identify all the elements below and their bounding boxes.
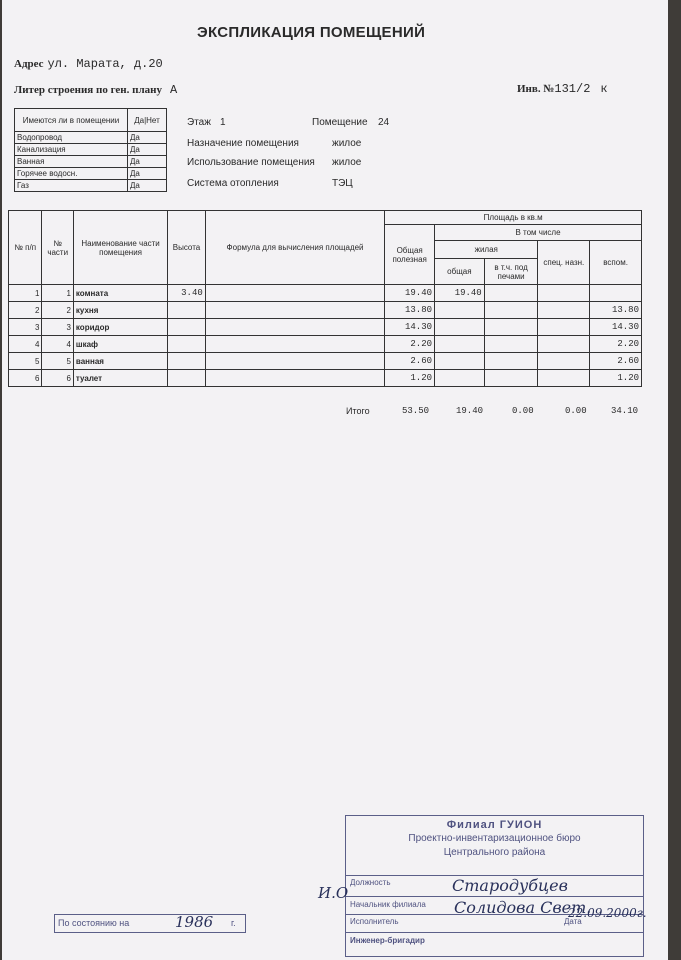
cell-total: 13.80 [385, 302, 435, 319]
cell-name: шкаф [73, 336, 167, 353]
cell-np: 1 [9, 285, 42, 302]
cell-name: коридор [73, 319, 167, 336]
cell-stoves [484, 302, 538, 319]
state-stamp [54, 914, 246, 933]
util-value: Да [128, 168, 167, 180]
address-label: Адрес [14, 58, 44, 70]
col-height: Высота [168, 211, 206, 285]
cell-special [538, 285, 590, 302]
cell-aux: 2.20 [590, 336, 642, 353]
util-name: Горячее водосн. [15, 168, 128, 180]
inv-label: Инв. № [517, 83, 555, 95]
liter-label: Литер строения по ген. плану [14, 84, 162, 96]
totals-stoves: 0.00 [512, 406, 534, 416]
col-area: Площадь в кв.м [385, 211, 642, 225]
util-value: Да [128, 180, 167, 192]
cell-total: 1.20 [385, 370, 435, 387]
cell-height [168, 336, 206, 353]
util-row [15, 156, 167, 168]
col-special: спец. назн. [538, 241, 590, 285]
col-living: жилая [435, 241, 538, 259]
col-stoves: в т.ч. под печами [484, 259, 538, 285]
cell-part: 1 [42, 285, 73, 302]
cell-common [435, 336, 485, 353]
cell-formula [205, 285, 385, 302]
cell-part: 3 [42, 319, 73, 336]
cell-total: 2.20 [385, 336, 435, 353]
cell-stoves [484, 370, 538, 387]
cell-common: 19.40 [435, 285, 485, 302]
liter-value: А [170, 83, 178, 97]
cell-np: 5 [9, 353, 42, 370]
col-formula: Формула для вычисления площадей [205, 211, 385, 285]
cell-common [435, 370, 485, 387]
utilities-table [14, 108, 167, 192]
stamp-divider [346, 896, 643, 897]
io-mark: И.О [318, 884, 349, 902]
stamp-line3: Центрального района [443, 847, 546, 858]
table-row [9, 302, 642, 319]
cell-stoves [484, 353, 538, 370]
totals-total: 53.50 [402, 406, 430, 416]
util-header-name: Имеются ли в помещении [15, 109, 128, 132]
cell-aux: 13.80 [590, 302, 642, 319]
room-value: 24 [378, 117, 390, 128]
util-header-value: Да|Нет [128, 109, 167, 132]
cell-np: 6 [9, 370, 42, 387]
liter-line [14, 80, 177, 98]
cell-height: 3.40 [168, 285, 206, 302]
table-row [9, 370, 642, 387]
cell-special [538, 302, 590, 319]
cell-stoves [484, 285, 538, 302]
rooms-table [8, 210, 642, 387]
cell-stoves [484, 336, 538, 353]
totals-aux: 34.10 [611, 406, 639, 416]
stamp-engineer-label: Инженер-бригадир [350, 936, 425, 945]
stamp-position-label: Должность [350, 878, 391, 887]
state-suffix: г. [231, 918, 236, 928]
util-row [15, 168, 167, 180]
cell-special [538, 370, 590, 387]
cell-part: 5 [42, 353, 73, 370]
cell-name: кухня [73, 302, 167, 319]
floor-value: 1 [220, 117, 226, 128]
cell-name: ванная [73, 353, 167, 370]
col-common: общая [435, 259, 485, 285]
cell-np: 3 [9, 319, 42, 336]
stamp-date-value: 22.09.2000г. [568, 906, 647, 920]
util-value: Да [128, 132, 167, 144]
cell-stoves [484, 319, 538, 336]
totals-common: 19.40 [456, 406, 484, 416]
heating-value: ТЭЦ [332, 178, 353, 189]
util-row [15, 132, 167, 144]
stamp-line1: Филиал ГУИОН [446, 819, 543, 831]
col-name: Наименование части помещения [73, 211, 167, 285]
col-np: № п/п [9, 211, 42, 285]
use-label: Использование помещения [187, 157, 315, 168]
cell-part: 2 [42, 302, 73, 319]
purpose-value: жилое [332, 138, 362, 149]
cell-common [435, 302, 485, 319]
cell-height [168, 353, 206, 370]
cell-formula [205, 319, 385, 336]
cell-common [435, 319, 485, 336]
cell-part: 6 [42, 370, 73, 387]
cell-height [168, 319, 206, 336]
address-line [14, 54, 163, 72]
cell-aux: 14.30 [590, 319, 642, 336]
cell-name: комната [73, 285, 167, 302]
purpose-label: Назначение помещения [187, 138, 299, 149]
cell-formula [205, 370, 385, 387]
cell-total: 14.30 [385, 319, 435, 336]
cell-aux [590, 285, 642, 302]
col-part: № части [42, 211, 73, 285]
cell-height [168, 302, 206, 319]
util-value: Да [128, 144, 167, 156]
inv-value: 131/2 [554, 82, 591, 96]
document-page [2, 0, 668, 960]
stamp-line2: Проектно-инвентаризационное бюро [408, 833, 581, 844]
totals-special: 0.00 [565, 406, 587, 416]
inv-suffix: к [600, 82, 608, 96]
cell-special [538, 336, 590, 353]
signature-1: Стародубцев [452, 876, 568, 895]
cell-common [435, 353, 485, 370]
cell-formula [205, 353, 385, 370]
table-row [9, 336, 642, 353]
address-value: ул. Марата, д.20 [47, 57, 163, 71]
cell-np: 4 [9, 336, 42, 353]
inventory-number [517, 79, 608, 97]
cell-special [538, 319, 590, 336]
state-label: По состоянию на [58, 918, 130, 928]
util-row [15, 144, 167, 156]
cell-total: 2.60 [385, 353, 435, 370]
util-row [15, 180, 167, 192]
heating-label: Система отопления [187, 178, 279, 189]
util-name: Ванная [15, 156, 128, 168]
document-title: ЭКСПЛИКАЦИЯ ПОМЕЩЕНИЙ [197, 24, 426, 41]
col-total: Общая полезная [385, 225, 435, 285]
use-value: жилое [332, 157, 362, 168]
util-name: Водопровод [15, 132, 128, 144]
stamp-head-label: Начальник филиала [350, 900, 426, 909]
util-name: Газ [15, 180, 128, 192]
room-label: Помещение [312, 117, 368, 128]
cell-special [538, 353, 590, 370]
cell-name: туалет [73, 370, 167, 387]
col-aux: вспом. [590, 241, 642, 285]
cell-aux: 1.20 [590, 370, 642, 387]
util-value: Да [128, 156, 167, 168]
stamp-date-label: Дата [564, 917, 582, 926]
cell-aux: 2.60 [590, 353, 642, 370]
cell-part: 4 [42, 336, 73, 353]
floor-label: Этаж [187, 117, 211, 128]
cell-total: 19.40 [385, 285, 435, 302]
stamp-divider [346, 932, 643, 933]
stamp-exec-label: Исполнитель [350, 917, 399, 926]
totals-label: Итого [346, 406, 370, 416]
util-name: Канализация [15, 144, 128, 156]
col-incl: В том числе [435, 225, 642, 241]
cell-formula [205, 336, 385, 353]
state-year: 1986 [175, 913, 214, 931]
table-row [9, 285, 642, 302]
signature-2: Солидова Свет. [454, 898, 592, 917]
cell-formula [205, 302, 385, 319]
table-row [9, 353, 642, 370]
cell-np: 2 [9, 302, 42, 319]
cell-height [168, 370, 206, 387]
table-row [9, 319, 642, 336]
